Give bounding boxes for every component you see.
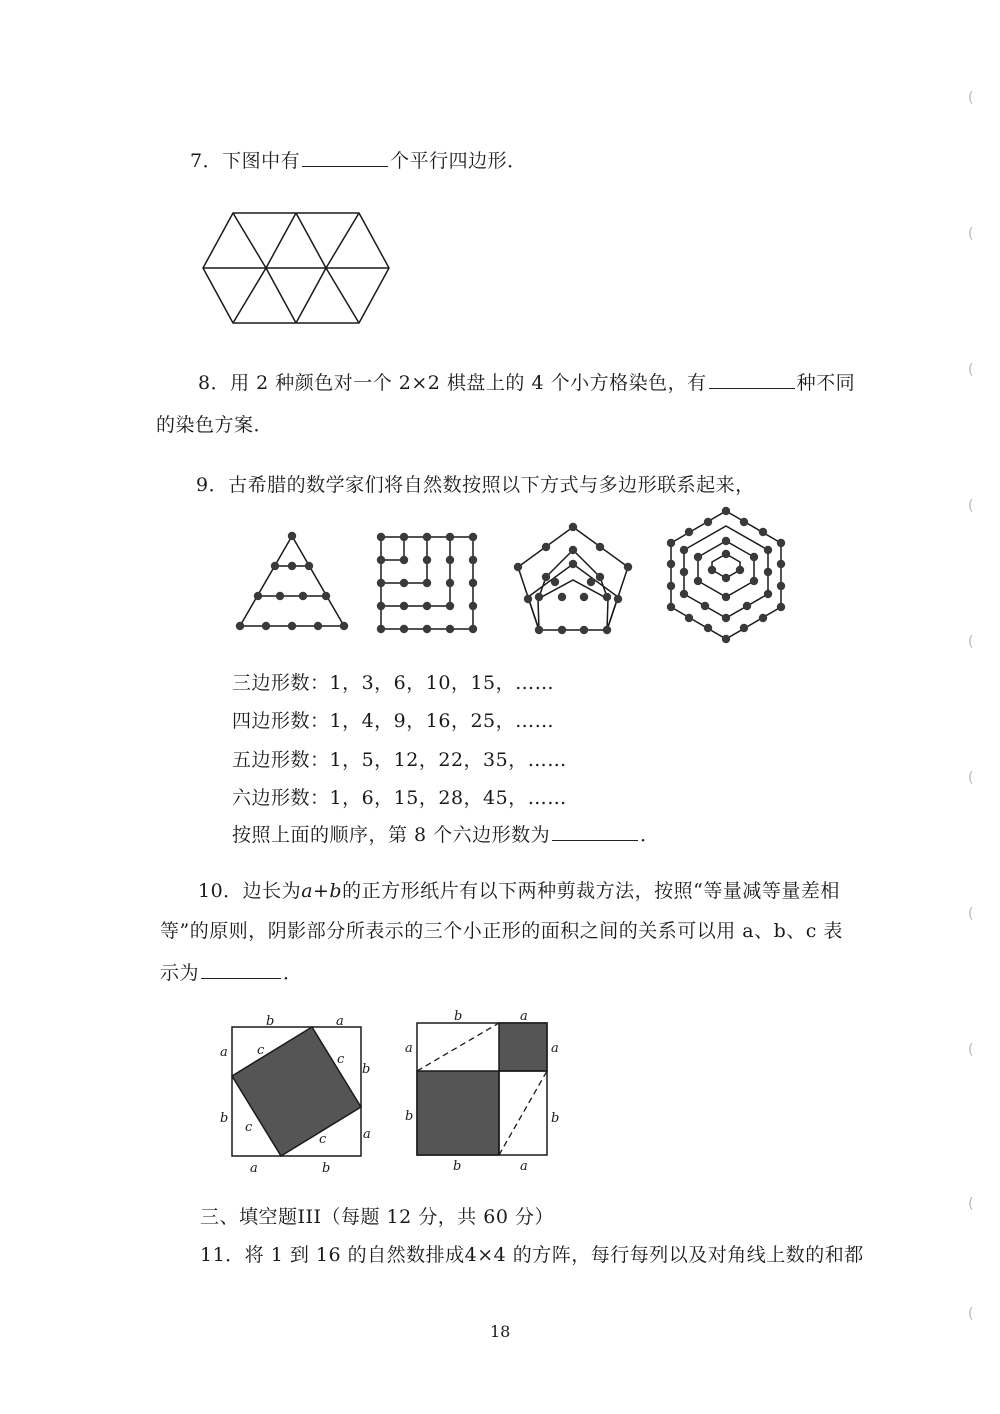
margin-mark-2: ( xyxy=(968,226,974,242)
hexagonal-number-figure xyxy=(662,506,790,646)
label-b-bottom: b xyxy=(322,1161,331,1176)
square-number-figure xyxy=(374,530,480,634)
question-10-line3-suffix: ． xyxy=(283,962,303,984)
margin-mark-7: ( xyxy=(968,906,974,922)
square-numbers-row: 四边形数：1，4，9，16，25，…… xyxy=(232,710,555,732)
question-7-suffix: 个平行四边形． xyxy=(390,150,527,172)
triangular-number-figure xyxy=(234,530,350,634)
square-cut-figure-right xyxy=(400,1010,570,1176)
hexagonal-numbers-row: 六边形数：1，6，15，28，45，…… xyxy=(232,787,567,809)
answer-blank-9[interactable] xyxy=(552,822,638,841)
question-11: 11．将 1 到 16 的自然数排成4×4 的方阵，每行每列以及对角线上数的和都 xyxy=(200,1244,864,1266)
label-b-right: b xyxy=(362,1062,371,1077)
question-10-line1 xyxy=(198,876,840,903)
label-c-3: c xyxy=(245,1120,253,1135)
question-10-line2: 等”的原则，阴影部分所表示的三个小正形的面积之间的关系可以用 a、b、c 表 xyxy=(160,920,843,942)
label-a-right: a xyxy=(363,1127,371,1142)
label-b-top: b xyxy=(266,1014,275,1029)
page-number: 18 xyxy=(490,1322,511,1341)
margin-mark-10: ( xyxy=(968,1306,974,1322)
label-a-bottom: a xyxy=(250,1161,258,1176)
margin-mark-8: ( xyxy=(968,1042,974,1058)
label-b-bottom-2: b xyxy=(453,1159,462,1174)
label-b-right-2: b xyxy=(551,1111,560,1126)
question-8-line2: 的染色方案． xyxy=(156,414,274,436)
label-a-left-2: a xyxy=(405,1041,413,1056)
shaded-square-a xyxy=(499,1023,547,1071)
question-8-line1 xyxy=(198,368,855,395)
label-a-right-2: a xyxy=(551,1041,559,1056)
question-10-line3 xyxy=(160,958,303,985)
question-9-ask-prefix: 按照上面的顺序，第 8 个六边形数为 xyxy=(232,824,551,846)
question-9-ask-suffix: ． xyxy=(640,824,660,846)
question-8-suffix: 种不同 xyxy=(796,372,856,394)
label-a-bottom-2: a xyxy=(520,1159,528,1174)
label-b-left-2: b xyxy=(405,1109,414,1124)
question-9-ask xyxy=(232,820,660,847)
question-8-prefix: 8．用 2 种颜色对一个 2×2 棋盘上的 4 个小方格染色，有 xyxy=(198,372,707,394)
shaded-square-b xyxy=(417,1071,499,1155)
label-c-1: c xyxy=(257,1043,265,1058)
margin-mark-1: ( xyxy=(968,90,974,106)
question-7-prefix: 7．下图中有 xyxy=(190,150,301,172)
question-7 xyxy=(190,146,527,173)
question-10-var-sum: a+b xyxy=(301,880,343,902)
margin-mark-9: ( xyxy=(968,1196,974,1212)
section-3-heading: 三、填空题III（每题 12 分，共 60 分） xyxy=(200,1206,555,1228)
label-a-top-2: a xyxy=(520,1009,528,1024)
label-b-top-2: b xyxy=(454,1009,463,1024)
label-c-2: c xyxy=(337,1052,345,1067)
label-c-4: c xyxy=(319,1132,327,1147)
answer-blank-8[interactable] xyxy=(709,370,795,389)
margin-mark-4: ( xyxy=(968,498,974,514)
margin-mark-6: ( xyxy=(968,770,974,786)
label-a-top: a xyxy=(336,1014,344,1029)
question-10-line1-a: 10．边长为 xyxy=(198,880,302,902)
margin-mark-3: ( xyxy=(968,362,974,378)
pentagonal-number-figure xyxy=(510,520,636,636)
label-a-left: a xyxy=(220,1045,228,1060)
triangular-numbers-row: 三边形数：1，3，6，10，15，…… xyxy=(232,672,555,694)
triangle-grid-hexagon-figure xyxy=(200,210,400,328)
pentagonal-numbers-row: 五边形数：1，5，12，22，35，…… xyxy=(232,749,567,771)
answer-blank-10[interactable] xyxy=(201,960,281,979)
question-9-intro: 9．古希腊的数学家们将自然数按照以下方式与多边形联系起来， xyxy=(196,474,755,496)
question-10-line1-b: 的正方形纸片有以下两种剪裁方法，按照“等量减等量差相 xyxy=(342,880,840,902)
answer-blank-7[interactable] xyxy=(302,148,388,167)
question-10-line3-prefix: 示为 xyxy=(160,962,200,984)
margin-mark-5: ( xyxy=(968,634,974,650)
shaded-square-c xyxy=(232,1027,361,1156)
square-cut-figure-left xyxy=(212,1010,382,1176)
label-b-left: b xyxy=(220,1111,229,1126)
